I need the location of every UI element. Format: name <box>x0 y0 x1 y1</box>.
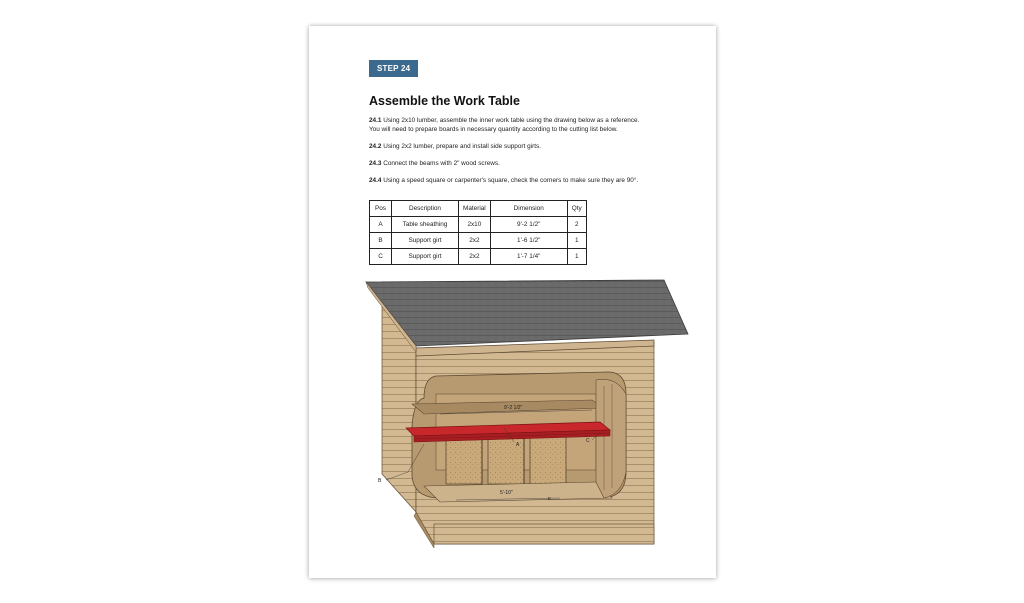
step-badge: STEP 24 <box>369 60 418 77</box>
page-title: Assemble the Work Table <box>369 94 520 108</box>
table-cell: 1 <box>567 233 586 249</box>
table-cell: Table sheathing <box>392 217 459 233</box>
right-cutaway-wall <box>596 379 626 498</box>
step-text: Using 2x2 lumber, prepare and install side support girts. <box>381 143 541 150</box>
callout-c: C <box>586 438 590 444</box>
table-cell: 2x10 <box>459 217 491 233</box>
step-text: Using a speed square or carpenter's square, check the corners to make sure they are 90°. <box>381 177 639 184</box>
table-cell: 1'-7 1/4" <box>490 249 567 265</box>
cabinet-door <box>530 436 566 484</box>
instruction-24-4 <box>369 176 669 185</box>
column-header-dimension: Dimension <box>490 201 567 217</box>
document-page <box>309 26 716 578</box>
table-cell: 1 <box>567 249 586 265</box>
instruction-24-2 <box>369 142 669 151</box>
callout-b: B <box>378 478 382 484</box>
table-cell: 2 <box>567 217 586 233</box>
column-header-pos: Pos <box>370 201 392 217</box>
cabinet-door <box>446 436 482 484</box>
table-cell: A <box>370 217 392 233</box>
table-row <box>370 233 587 249</box>
instruction-list <box>369 116 669 193</box>
instruction-24-1-cont <box>369 125 669 134</box>
table-header-row <box>370 201 587 217</box>
table-cell: Support girt <box>392 249 459 265</box>
table-cell: 2x2 <box>459 249 491 265</box>
column-header-material: Material <box>459 201 491 217</box>
step-text: Using 2x10 lumber, assemble the inner work table using the drawing below as a reference. <box>381 117 640 124</box>
instruction-24-3 <box>369 159 669 168</box>
cutting-list-table <box>369 200 587 265</box>
dimension-label-bottom: 5'-10" <box>500 490 513 496</box>
table-cell: Support girt <box>392 233 459 249</box>
shed-work-table-drawing <box>364 276 694 548</box>
callout-a: A <box>516 442 520 448</box>
table-cell: C <box>370 249 392 265</box>
table-cell: 9'-2 1/2" <box>490 217 567 233</box>
column-header-description: Description <box>392 201 459 217</box>
table-cell: 2x2 <box>459 233 491 249</box>
table-row <box>370 217 587 233</box>
step-number: 24.3 <box>369 160 382 167</box>
step-number: 24.4 <box>369 177 382 184</box>
table-cell: B <box>370 233 392 249</box>
step-text: You will need to prepare boards in necessary quantity according to the cutting list below. <box>369 126 618 133</box>
column-header-qty: Qty <box>567 201 586 217</box>
table-cell: 1'-6 1/2" <box>490 233 567 249</box>
step-text: Connect the beams with 2" wood screws. <box>381 160 500 167</box>
table-row <box>370 249 587 265</box>
dimension-label-top: 9'-2 1/2" <box>504 405 523 411</box>
callout-e: E <box>548 496 552 501</box>
instruction-24-1 <box>369 116 669 125</box>
step-number: 24.1 <box>369 117 382 124</box>
roof <box>366 280 688 346</box>
step-number: 24.2 <box>369 143 382 150</box>
